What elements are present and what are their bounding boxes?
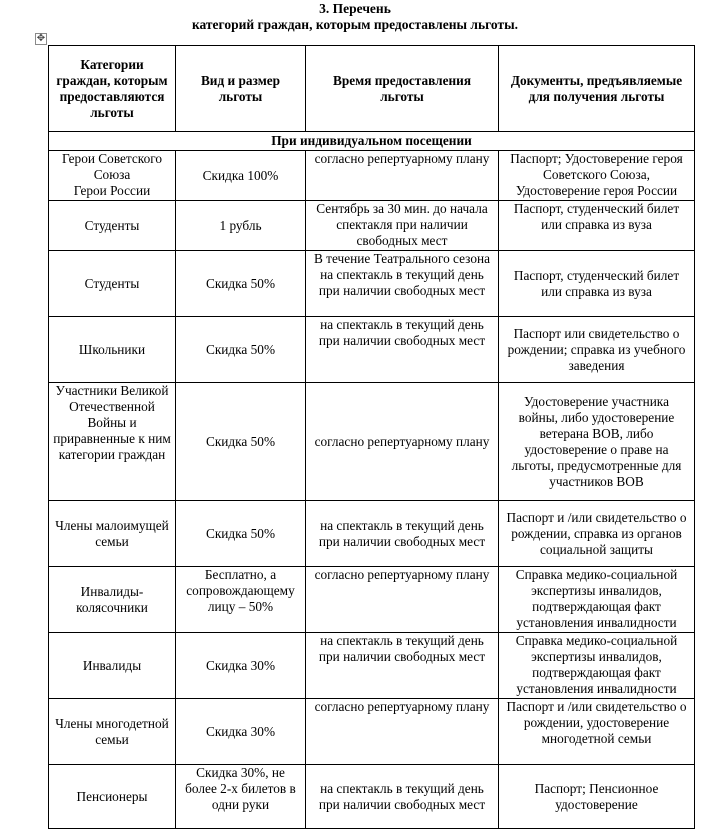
documents-cell: Паспорт; Удостоверение героя Советского Союза, Удостоверение героя России xyxy=(499,151,695,201)
documents-cell: Справка медико-социальной экспертизы инвалидов, подтверждающая факт установления инвалидности xyxy=(499,567,695,633)
benefit-cell: Скидка 50% xyxy=(176,251,306,317)
column-header: Категории граждан, которым предоставляются льготы xyxy=(49,46,176,132)
category-cell: Инвалиды-колясочники xyxy=(49,567,176,633)
table-row xyxy=(49,383,695,501)
document-number-title: 3. Перечень xyxy=(319,1,391,16)
category-cell: Участники Великой Отечественной Войны и приравненные к ним категории граждан xyxy=(49,383,176,501)
benefit-cell: 1 рубль xyxy=(176,201,306,251)
table-row xyxy=(49,501,695,567)
time-cell: на спектакль в текущий день при наличии свободных мест xyxy=(306,501,499,567)
category-cell: Пенсионеры xyxy=(49,765,176,829)
time-cell: согласно репертуарному плану xyxy=(306,151,499,201)
category-cell: Студенты xyxy=(49,201,176,251)
documents-cell: Паспорт и /или свидетельство о рождении, справка из органов социальной защиты xyxy=(499,501,695,567)
benefit-cell: Скидка 30% xyxy=(176,633,306,699)
category-cell: Члены малоимущей семьи xyxy=(49,501,176,567)
table-row xyxy=(49,699,695,765)
time-cell: на спектакль в текущий день при наличии свободных мест xyxy=(306,765,499,829)
table-header-row xyxy=(49,46,695,132)
table-row xyxy=(49,317,695,383)
time-cell: согласно репертуарному плану xyxy=(306,383,499,501)
time-cell: Сентябрь за 30 мин. до начала спектакля при наличии свободных мест xyxy=(306,201,499,251)
category-cell: Студенты xyxy=(49,251,176,317)
category-cell: Инвалиды xyxy=(49,633,176,699)
section-row xyxy=(49,132,695,151)
table-row xyxy=(49,151,695,201)
benefit-cell: Бесплатно, а сопровождающему лицу – 50% xyxy=(176,567,306,633)
documents-cell: Справка медико-социальной экспертизы инвалидов, подтверждающая факт установления инвалидности xyxy=(499,633,695,699)
column-header: Время предоставления льготы xyxy=(306,46,499,132)
benefit-cell: Скидка 30% xyxy=(176,699,306,765)
benefit-cell: Скидка 50% xyxy=(176,317,306,383)
benefit-cell: Скидка 30%, не более 2-х билетов в одни руки xyxy=(176,765,306,829)
table-row xyxy=(49,567,695,633)
documents-cell: Паспорт, студенческий билет или справка из вуза xyxy=(499,251,695,317)
column-header: Вид и размер льготы xyxy=(176,46,306,132)
category-cell: Школьники xyxy=(49,317,176,383)
table-row xyxy=(49,633,695,699)
documents-cell: Паспорт или свидетельство о рождении; справка из учебного заведения xyxy=(499,317,695,383)
time-cell: на спектакль в текущий день при наличии свободных мест xyxy=(306,317,499,383)
documents-cell: Паспорт; Пенсионное удостоверение xyxy=(499,765,695,829)
documents-cell: Паспорт и /или свидетельство о рождении, удостоверение многодетной семьи xyxy=(499,699,695,765)
documents-cell: Паспорт, студенческий билет или справка из вуза xyxy=(499,201,695,251)
time-cell: В течение Театрального сезона на спектакль в текущий день при наличии свободных мест xyxy=(306,251,499,317)
time-cell: на спектакль в текущий день при наличии свободных мест xyxy=(306,633,499,699)
benefit-cell: Скидка 50% xyxy=(176,501,306,567)
benefit-cell: Скидка 100% xyxy=(176,151,306,201)
time-cell: согласно репертуарному плану xyxy=(306,699,499,765)
section-title: При индивидуальном посещении xyxy=(49,132,695,151)
move-cross-icon[interactable]: ✥ xyxy=(36,33,46,44)
time-cell: согласно репертуарному плану xyxy=(306,567,499,633)
benefit-cell: Скидка 50% xyxy=(176,383,306,501)
table-row xyxy=(49,251,695,317)
category-cell: Герои Советского Союза Герои России xyxy=(49,151,176,201)
table-row xyxy=(49,201,695,251)
documents-cell: Удостоверение участника войны, либо удостоверение ветерана ВОВ, либо удостоверение о праве на льготы, предусмотренные для участников ВОВ xyxy=(499,383,695,501)
column-header: Документы, предъявляемые для получения льготы xyxy=(499,46,695,132)
benefits-table xyxy=(48,45,695,829)
table-row xyxy=(49,765,695,829)
document-subtitle: категорий граждан, которым предоставлены льготы. xyxy=(191,17,519,32)
category-cell: Члены многодетной семьи xyxy=(49,699,176,765)
